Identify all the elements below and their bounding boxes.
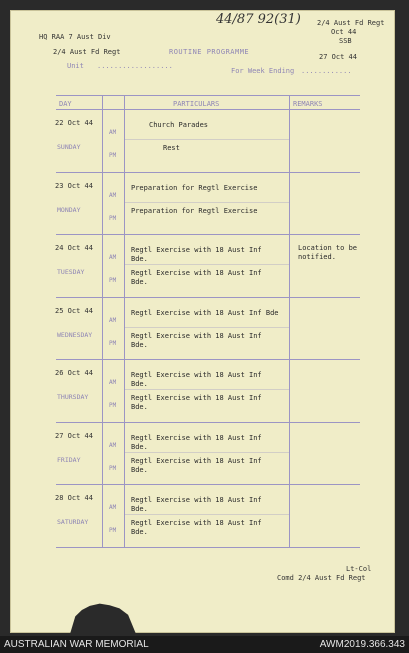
top-right-unit: 2/4 Aust Fd Regt bbox=[317, 19, 385, 27]
row-divider bbox=[56, 484, 360, 485]
col-header-day: DAY bbox=[59, 100, 72, 108]
am-label: AM bbox=[109, 379, 117, 386]
signature-appointment: Comd 2/4 Aust Fd Regt bbox=[277, 574, 366, 582]
archive-footer bbox=[0, 636, 409, 653]
row-divider bbox=[56, 172, 360, 173]
row-divider bbox=[56, 422, 360, 423]
row-date: 26 Oct 44 bbox=[55, 369, 93, 377]
row-weekday: MONDAY bbox=[57, 205, 81, 214]
row-weekday: FRIDAY bbox=[57, 455, 81, 464]
pm-entry: Rest bbox=[163, 144, 180, 152]
am-label: AM bbox=[109, 316, 117, 324]
unit-dots: .................. bbox=[97, 62, 173, 70]
row-date: 25 Oct 44 bbox=[55, 306, 93, 315]
pm-label: PM bbox=[109, 277, 117, 284]
pm-entry: Regtl Exercise with 18 Aust Inf Bde. bbox=[131, 394, 262, 411]
ampm-divider bbox=[124, 514, 289, 515]
row-date: 23 Oct 44 bbox=[55, 181, 93, 190]
ampm-divider bbox=[124, 452, 289, 453]
ampm-divider bbox=[124, 389, 289, 390]
row-weekday: TUESDAY bbox=[57, 268, 85, 276]
week-label: For Week Ending bbox=[231, 67, 295, 75]
top-right-code: SSB bbox=[339, 37, 352, 45]
handwritten-reference: 44/87 92(31) bbox=[216, 12, 301, 27]
col-header-remarks: REMARKS bbox=[293, 100, 323, 108]
am-entry: Regtl Exercise with 18 Aust Inf Bde. bbox=[131, 371, 262, 388]
row-weekday: WEDNESDAY bbox=[57, 330, 93, 339]
pm-label: PM bbox=[109, 527, 117, 534]
hq-line: HQ RAA 7 Aust Div bbox=[39, 33, 111, 41]
am-entry: Regtl Exercise with 18 Aust Inf Bde. bbox=[131, 433, 262, 451]
ampm-divider bbox=[124, 139, 289, 140]
am-label: AM bbox=[109, 254, 117, 261]
am-entry: Regtl Exercise with 18 Aust Inf Bde bbox=[131, 308, 279, 317]
table-bottom-rule bbox=[56, 547, 360, 548]
pm-entry: Regtl Exercise with 18 Aust Inf Bde. bbox=[131, 519, 262, 536]
am-label: AM bbox=[109, 441, 117, 449]
pm-label: PM bbox=[109, 339, 117, 347]
row-date: 27 Oct 44 bbox=[55, 431, 93, 440]
ampm-divider bbox=[124, 202, 289, 203]
am-entry: Regtl Exercise with 18 Aust Inf Bde. bbox=[131, 246, 262, 263]
am-label: AM bbox=[109, 191, 117, 199]
pm-label: PM bbox=[109, 214, 117, 222]
am-entry: Preparation for Regtl Exercise bbox=[131, 183, 258, 192]
row-date: 28 Oct 44 bbox=[55, 494, 93, 502]
row-date: 22 Oct 44 bbox=[55, 119, 93, 127]
row-divider bbox=[56, 234, 360, 235]
footer-accession: AWM2019.366.343 bbox=[319, 639, 405, 650]
pm-entry: Preparation for Regtl Exercise bbox=[131, 206, 258, 215]
week-ending: 27 Oct 44 bbox=[319, 53, 357, 61]
ampm-divider bbox=[124, 264, 289, 265]
row-divider bbox=[56, 297, 360, 298]
ampm-column-divider bbox=[124, 95, 125, 547]
ampm-divider bbox=[124, 327, 289, 328]
row-remarks: Location to be notified. bbox=[298, 244, 358, 261]
footer-institution: AUSTRALIAN WAR MEMORIAL bbox=[4, 639, 149, 650]
document-page bbox=[10, 10, 395, 633]
am-entry: Church Parades bbox=[149, 121, 209, 129]
unit-name: 2/4 Aust Fd Regt bbox=[53, 48, 121, 56]
top-right-month: Oct 44 bbox=[331, 28, 357, 36]
row-date: 24 Oct 44 bbox=[55, 244, 93, 252]
col-header-particulars: PARTICULARS bbox=[173, 100, 220, 108]
remarks-column-divider bbox=[289, 95, 290, 547]
signature-rank: Lt-Col bbox=[346, 565, 372, 573]
am-label: AM bbox=[109, 129, 117, 136]
row-weekday: SUNDAY bbox=[57, 143, 81, 151]
day-column-divider bbox=[102, 95, 103, 547]
week-dots: ............ bbox=[301, 67, 352, 75]
row-weekday: SATURDAY bbox=[57, 518, 89, 526]
am-label: AM bbox=[109, 504, 117, 511]
form-title: ROUTINE PROGRAMME bbox=[169, 48, 250, 56]
pm-entry: Regtl Exercise with 18 Aust Inf Bde. bbox=[131, 331, 262, 349]
row-divider bbox=[56, 359, 360, 360]
pm-entry: Regtl Exercise with 18 Aust Inf Bde. bbox=[131, 456, 262, 474]
pm-label: PM bbox=[109, 464, 117, 472]
row-weekday: THURSDAY bbox=[57, 393, 89, 401]
pm-entry: Regtl Exercise with 18 Aust Inf Bde. bbox=[131, 269, 262, 286]
unit-label: Unit bbox=[67, 62, 84, 70]
pm-label: PM bbox=[109, 402, 117, 409]
am-entry: Regtl Exercise with 18 Aust Inf Bde. bbox=[131, 496, 262, 513]
pm-label: PM bbox=[109, 152, 117, 159]
